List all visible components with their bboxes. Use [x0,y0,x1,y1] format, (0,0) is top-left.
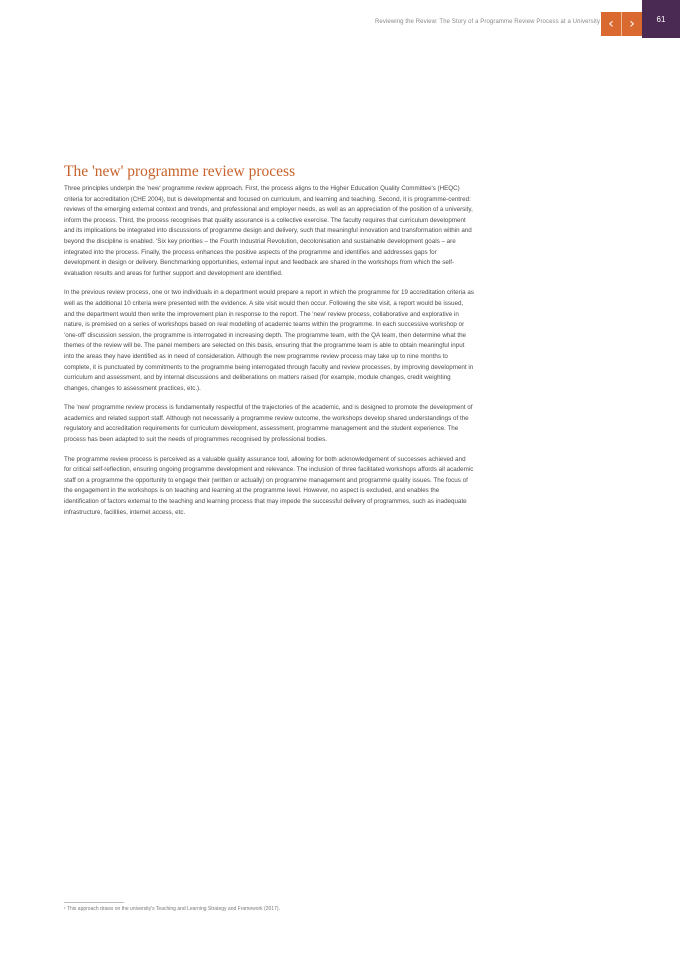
paragraph: The 'new' programme review process is fundamentally respectful of the trajectories of the academic, and is designed to promote the development of academics and related support staff. Although not necessarily a programme review outcome, the workshops develop shared understandings of the regulatory and accreditation requirements for curriculum development, assessment, programme management and the student experience. The process has been adapted to suit the needs of programmes recognised by professional bodies. [64,404,473,444]
running-header-title: Reviewing the Review: The Story of a Programme Review Process at a University [374,19,600,25]
paragraph: The programme review process is perceived as a valuable quality assurance tool, allowing for both acknowledgement of successes achieved and for critical self-reflection, ensuring ongoing programme development and relevance. The inclusion of three facilitated workshops affords all academic staff on a programme the opportunity to engage their (written or actually) on programme management and programme quality issues. The focus of the engagement in the workshops is on teaching and learning at the programme level. However, no aspect is excluded, and enables the identification of factors external to the teaching and learning process that may impede the successful delivery of programmes, such as inadequate infrastructure, facilities, internet access, etc. [64,455,474,516]
chevron-left-icon: ‹ [608,16,614,32]
chevron-right-icon: › [629,16,635,32]
paragraph: In the previous review process, one or two individuals in a department would prepare a report in which the programme for 19 accreditation criteria as well as the additional 10 criteria were presented with the evidence. A site visit would then occur. Following the site visit, a report would be issued, and the department would then write the improvement plan in response to the report. The 'new' review process, collaborative and explorative in nature, is premised on a series of workshops based on real modelling of academic teams within the programme. In each successive workshop or 'one-off' discussion session, the programme is interrogated in increasing depth. The programme team, with the QA team, then determine what the themes of the review will be. The panel members are selected on this basis, ensuring that the programme team is able to obtain meaningful input into the areas they have identified as in need of consideration. Although the new programme review process may take up to nine months to complete, it is punctuated by commitments to the programme being interrogated through faculty and review processes, by improving development in curriculum and assessment, and by internal discussions and deliberations on matters raised (for example, module changes, credit weighting changes, changes to assessment practices, etc.). [64,289,474,392]
page-navigation [601,12,642,36]
footnote-divider [64,902,124,903]
section-body [64,184,474,527]
next-page-button[interactable] [621,12,642,36]
page-number: 61 [642,0,680,38]
section-heading: The 'new' programme review process [64,163,296,180]
footnote: ¹ This approach draws on the university's Teaching and Learning Strategy and Framework (2017). [64,906,280,912]
paragraph: Three principles underpin the 'new' programme review approach. First, the process aligns to the Higher Education Quality Committee's (HEQC) criteria for accreditation (CHE 2004), but is developmental and focused on curriculum, and learning and teaching. Second, it is programme-centred: reviews of the emerging external context and trends, and professional and employer needs, as well as an appreciation of the position of a university, inform the process. Third, the process recognises that quality assurance is a collective exercise. The faculty requires that curriculum development and its implications be integrated into discussions of programme design and delivery, such that meaningful innovation and transformation within and beyond the discipline is enabled. 'Six key priorities – the Fourth Industrial Revolution, decolonisation and sustainable development goals – are integrated into the process. Finally, the process enhances the positive aspects of the programme and identifies and addresses gaps for development in design or delivery. Benchmarking opportunities, external input and feedback are shared in the workshops from which the self-evaluation results and areas for further support and development are identified. [64,185,473,277]
previous-page-button[interactable] [601,12,621,36]
